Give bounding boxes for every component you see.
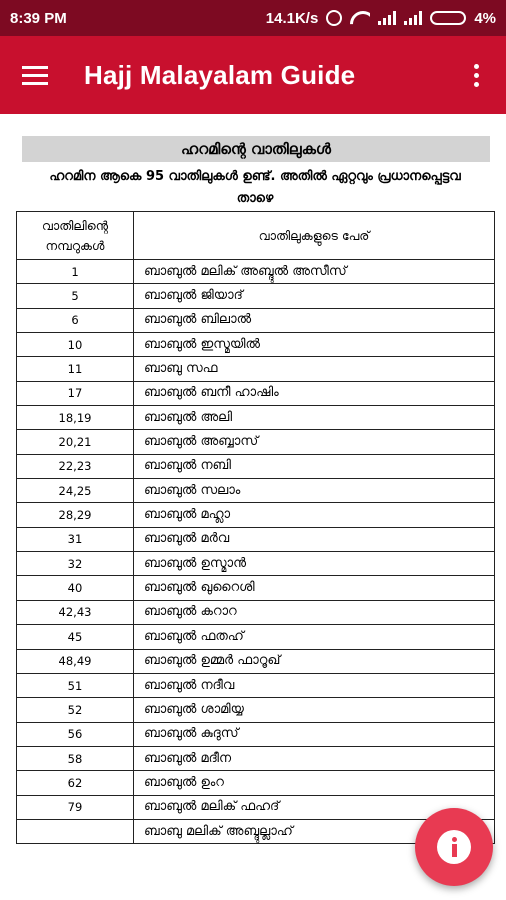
gate-name: ബാബുൽ മലിക് അബ്ദുൽ അസീസ് <box>134 260 495 284</box>
table-row <box>17 576 495 600</box>
gate-name: ബാബുൽ നബി <box>134 454 495 478</box>
gate-name: ബാബുൽ കറാറ <box>134 600 495 624</box>
gate-name: ബാബുൽ ഉംറ <box>134 771 495 795</box>
gate-name: ബാബു സഫ <box>134 357 495 381</box>
gate-name: ബാബുൽ ജിയാദ് <box>134 284 495 308</box>
table-row <box>17 527 495 551</box>
table-header-row <box>17 212 495 260</box>
gate-number: 58 <box>17 746 134 770</box>
gate-name: ബാബുൽ ബിലാൽ <box>134 308 495 332</box>
battery-icon <box>430 11 466 25</box>
column-header-number: വാതിലിന്റെ നമ്പറുകൾ <box>17 212 134 260</box>
gate-name: ബാബുൽ ഫതഹ് <box>134 625 495 649</box>
gate-number: 45 <box>17 625 134 649</box>
table-row <box>17 357 495 381</box>
gate-number: 1 <box>17 260 134 284</box>
signal-icon <box>404 11 422 25</box>
table-row <box>17 722 495 746</box>
gate-number: 10 <box>17 333 134 357</box>
gate-number: 6 <box>17 308 134 332</box>
table-row <box>17 625 495 649</box>
gate-number: 24,25 <box>17 479 134 503</box>
table-row <box>17 406 495 430</box>
table-row <box>17 284 495 308</box>
gate-number: 20,21 <box>17 430 134 454</box>
gate-name: ബാബു മലിക് അബ്ദുല്ലാഹ് <box>134 819 495 843</box>
info-button[interactable] <box>415 808 493 886</box>
alarm-icon <box>326 10 342 26</box>
gate-name: ബാബുൽ കുദുസ് <box>134 722 495 746</box>
gate-name: ബാബുൽ മഹ്ലാ <box>134 503 495 527</box>
gate-name: ബാബുൽ മദീന <box>134 746 495 770</box>
table-row <box>17 381 495 405</box>
gate-name: ബാബുൽ ഇസ്മയിൽ <box>134 333 495 357</box>
gate-name: ബാബുൽ അബ്ബാസ് <box>134 430 495 454</box>
table-row <box>17 649 495 673</box>
table-row <box>17 479 495 503</box>
status-bar <box>0 0 506 36</box>
table-row <box>17 795 495 819</box>
gate-name: ബാബുൽ സലാം <box>134 479 495 503</box>
gate-name: ബാബുൽ ഉസ്മാൻ <box>134 552 495 576</box>
gate-number: 28,29 <box>17 503 134 527</box>
gate-number: 31 <box>17 527 134 551</box>
table-row <box>17 746 495 770</box>
column-header-name: വാതിലുകളുടെ പേര് <box>134 212 495 260</box>
signal-icon <box>378 11 396 25</box>
gate-number: 17 <box>17 381 134 405</box>
table-row <box>17 308 495 332</box>
wifi-icon <box>350 11 370 25</box>
table-row <box>17 260 495 284</box>
table-row <box>17 430 495 454</box>
content-area <box>0 114 506 900</box>
gate-number: 40 <box>17 576 134 600</box>
table-row <box>17 503 495 527</box>
gate-name: ബാബുൽ ശാമിയ്യ <box>134 698 495 722</box>
gate-number <box>17 819 134 843</box>
table-row <box>17 552 495 576</box>
gate-number: 48,49 <box>17 649 134 673</box>
gate-name: ബാബുൽ ഖുറൈശി <box>134 576 495 600</box>
gate-number: 52 <box>17 698 134 722</box>
app-title: Hajj Malayalam Guide <box>84 59 356 90</box>
table-row <box>17 673 495 697</box>
intro-text: ഹറമിന ആകെ 95 വാതിലുകൾ ഉണ്ട്. അതിൽ ഏറ്റവും പ്രധാനപ്പെട്ടവ താഴെ <box>49 169 461 206</box>
gate-name: ബാബുൽ മർവ <box>134 527 495 551</box>
gate-name: ബാബുൽ ബനീ ഹാഷിം <box>134 381 495 405</box>
section-heading: ഹറമിന്റെ വാതിലുകൾ <box>22 136 490 162</box>
network-speed: 14.1K/s <box>265 9 319 27</box>
gate-number: 32 <box>17 552 134 576</box>
info-icon <box>437 830 471 864</box>
gate-name: ബാബുൽ നദീവ <box>134 673 495 697</box>
gate-name: ബാബുൽ മലിക് ഫഹദ് <box>134 795 495 819</box>
app-bar <box>0 36 506 114</box>
gate-number: 51 <box>17 673 134 697</box>
gate-number: 11 <box>17 357 134 381</box>
table-row <box>17 454 495 478</box>
more-options-icon[interactable] <box>446 36 506 114</box>
menu-icon[interactable] <box>0 36 70 114</box>
table-row <box>17 600 495 624</box>
status-icons <box>266 10 496 27</box>
table-row <box>17 698 495 722</box>
gate-number: 42,43 <box>17 600 134 624</box>
gate-name: ബാബുൽ ഉമ്മർ ഫാറൂഖ് <box>134 649 495 673</box>
gates-table <box>16 211 495 844</box>
gate-number: 22,23 <box>17 454 134 478</box>
status-time: 8:39 PM <box>10 9 67 27</box>
gate-number: 18,19 <box>17 406 134 430</box>
gate-number: 62 <box>17 771 134 795</box>
battery-level: 4% <box>474 9 496 27</box>
gate-number: 56 <box>17 722 134 746</box>
gate-name: ബാബുൽ അലി <box>134 406 495 430</box>
gate-number: 79 <box>17 795 134 819</box>
gate-number: 5 <box>17 284 134 308</box>
table-row <box>17 333 495 357</box>
table-row <box>17 771 495 795</box>
